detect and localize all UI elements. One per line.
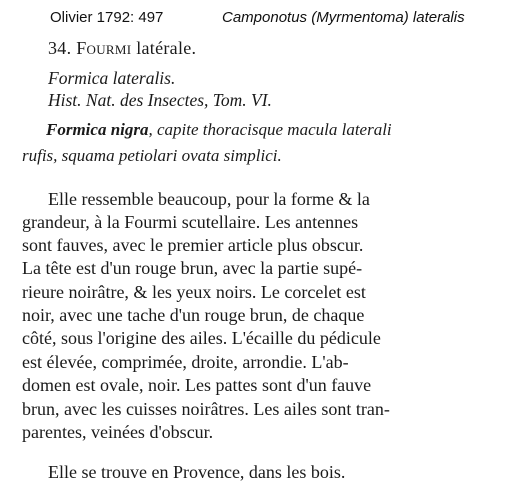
- description-line: est élevée, comprimée, droite, arrondie. L'ab-: [22, 352, 349, 372]
- description-line: brun, avec les cuisses noirâtres. Les ailes sont tran-: [22, 399, 390, 419]
- diagnosis-species-bold: Formica nigra: [46, 120, 149, 139]
- description-line: côté, sous l'origine des ailes. L'écaille du pédicule: [22, 328, 381, 348]
- description-line: parentes, veinées d'obscur.: [22, 422, 214, 442]
- description-line: La tête est d'un rouge brun, avec la partie supé-: [22, 258, 363, 278]
- habitat-line: Elle se trouve en Provence, dans les bois.: [48, 462, 346, 482]
- description-line: domen est ovale, noir. Les pattes sont d'un fauve: [22, 375, 372, 395]
- diagnosis-line-1: [46, 120, 392, 140]
- species-name: Camponotus (Myrmentoma) lateralis: [222, 9, 465, 26]
- entry-name-caps: Fourmi: [76, 38, 132, 58]
- description-line: rieure noirâtre, & les yeux noirs. Le corcelet est: [22, 282, 366, 302]
- description-line: Elle ressemble beaucoup, pour la forme & la: [48, 189, 370, 209]
- diagnosis-line-1-rest: , capite thoracisque macula laterali: [148, 120, 392, 139]
- description-line: grandeur, à la Fourmi scutellaire. Les antennes: [22, 212, 359, 232]
- description-line: noir, avec une tache d'un rouge brun, de chaque: [22, 305, 365, 325]
- synonym-line-1: Formica lateralis.: [48, 68, 176, 88]
- synonym-line-2: Hist. Nat. des Insectes, Tom. VI.: [48, 90, 272, 110]
- entry-heading: [48, 38, 196, 59]
- source-citation: Olivier 1792: 497: [50, 9, 164, 26]
- description-line: sont fauves, avec le premier article plus obscur.: [22, 235, 364, 255]
- entry-number: 34.: [48, 38, 72, 58]
- entry-name-rest: latérale.: [136, 38, 197, 58]
- diagnosis-line-2: rufis, squama petiolari ovata simplici.: [22, 146, 282, 165]
